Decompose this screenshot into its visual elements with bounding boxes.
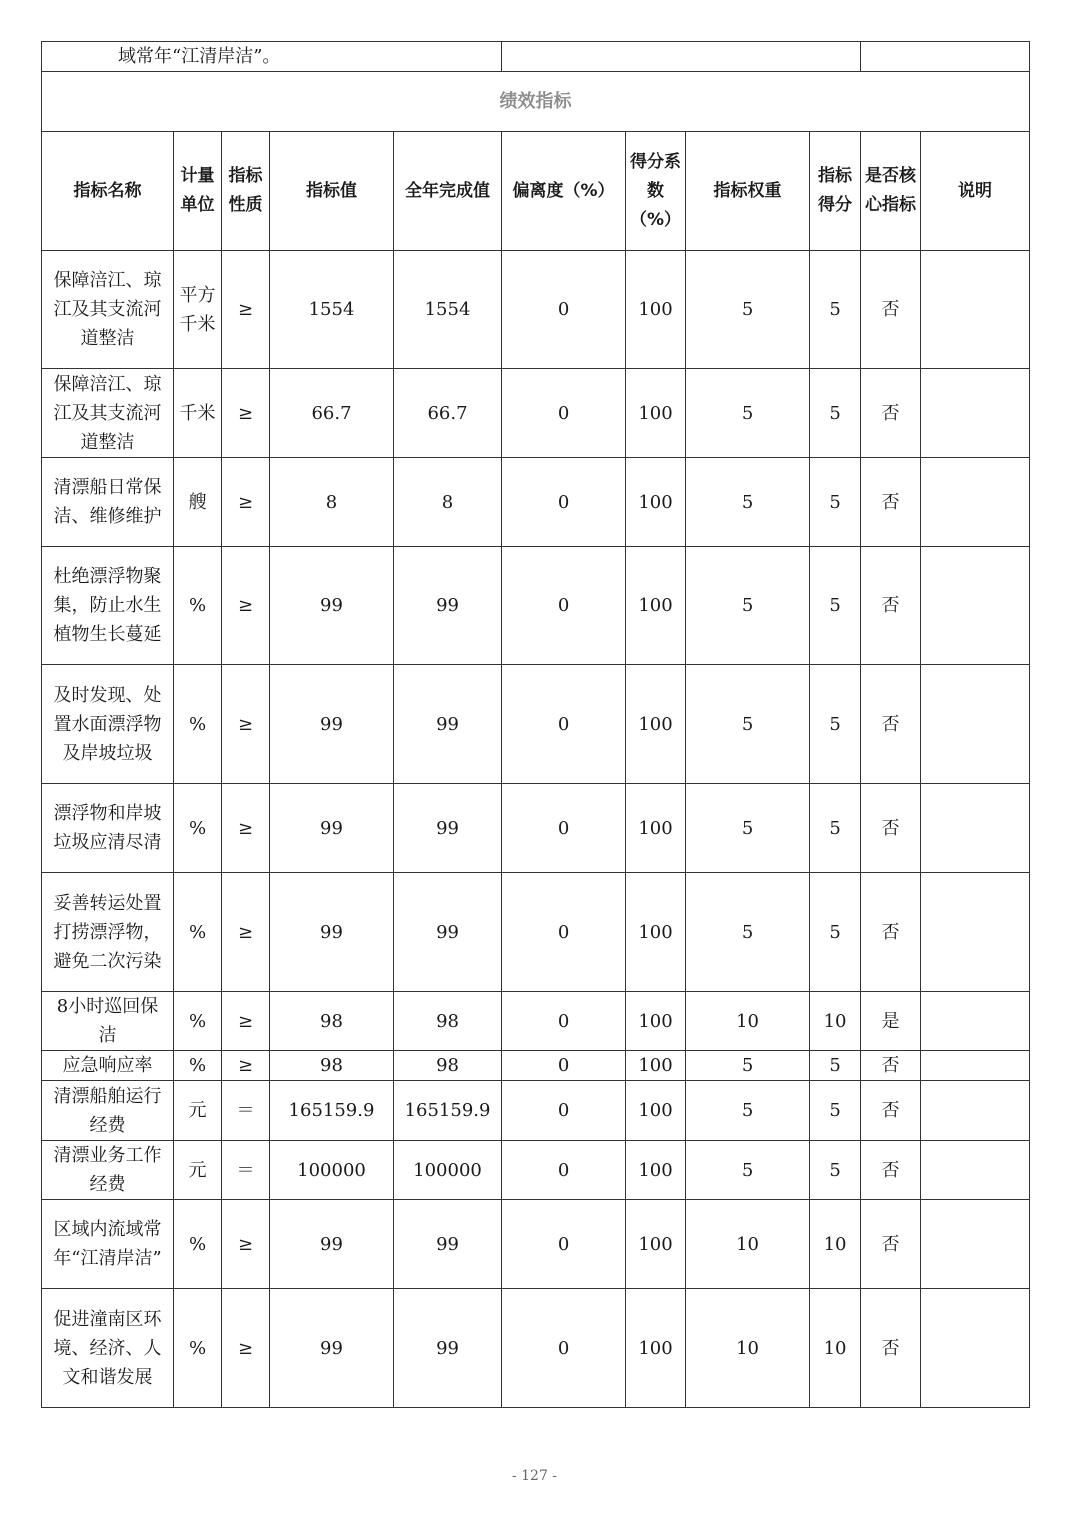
table-row xyxy=(42,1141,1030,1200)
weight-cell: 5 xyxy=(686,1051,810,1081)
score-cell: 5 xyxy=(810,665,861,784)
coefficient-cell: 100 xyxy=(626,992,686,1051)
indicator-name: 漂浮物和岸坡垃圾应清尽清 xyxy=(42,784,174,873)
value-cell: 1554 xyxy=(270,251,394,369)
actual-cell: 99 xyxy=(394,1200,502,1289)
coefficient-cell: 100 xyxy=(626,1081,686,1141)
deviation-cell: 0 xyxy=(502,458,626,547)
core-cell: 否 xyxy=(861,1200,921,1289)
coefficient-cell: 100 xyxy=(626,547,686,665)
indicator-name: 清漂船舶运行经费 xyxy=(42,1081,174,1141)
note-cell xyxy=(921,1289,1030,1408)
nature-cell: ＝ xyxy=(222,1081,270,1141)
deviation-cell: 0 xyxy=(502,1289,626,1408)
core-cell: 否 xyxy=(861,458,921,547)
weight-cell: 5 xyxy=(686,1141,810,1200)
nature-cell: ≥ xyxy=(222,369,270,458)
weight-cell: 10 xyxy=(686,992,810,1051)
core-cell: 否 xyxy=(861,369,921,458)
coefficient-cell: 100 xyxy=(626,251,686,369)
actual-cell: 99 xyxy=(394,784,502,873)
note-cell xyxy=(921,1081,1030,1141)
deviation-cell: 0 xyxy=(502,873,626,992)
indicator-name: 及时发现、处置水面漂浮物及岸坡垃圾 xyxy=(42,665,174,784)
unit-cell: % xyxy=(174,665,222,784)
deviation-cell: 0 xyxy=(502,547,626,665)
top-row-text: 域常年“江清岸洁”。 xyxy=(42,42,502,72)
page-number: - 127 - xyxy=(511,1468,558,1484)
unit-cell: 元 xyxy=(174,1141,222,1200)
score-cell: 5 xyxy=(810,1141,861,1200)
top-row-empty-cell xyxy=(502,42,861,72)
note-cell xyxy=(921,547,1030,665)
value-cell: 100000 xyxy=(270,1141,394,1200)
indicator-name: 8小时巡回保洁 xyxy=(42,992,174,1051)
header-coefficient: 得分系数（%） xyxy=(626,132,686,251)
deviation-cell: 0 xyxy=(502,369,626,458)
unit-cell: 千米 xyxy=(174,369,222,458)
actual-cell: 1554 xyxy=(394,251,502,369)
unit-cell: 元 xyxy=(174,1081,222,1141)
actual-cell: 99 xyxy=(394,547,502,665)
score-cell: 5 xyxy=(810,547,861,665)
indicator-name: 区域内流域常年“江清岸洁” xyxy=(42,1200,174,1289)
value-cell: 8 xyxy=(270,458,394,547)
core-cell: 否 xyxy=(861,873,921,992)
weight-cell: 5 xyxy=(686,369,810,458)
value-cell: 99 xyxy=(270,784,394,873)
score-cell: 5 xyxy=(810,873,861,992)
actual-cell: 100000 xyxy=(394,1141,502,1200)
actual-cell: 66.7 xyxy=(394,369,502,458)
indicator-name: 清漂业务工作经费 xyxy=(42,1141,174,1200)
value-cell: 99 xyxy=(270,873,394,992)
deviation-cell: 0 xyxy=(502,1051,626,1081)
actual-cell: 98 xyxy=(394,1051,502,1081)
table-row xyxy=(42,251,1030,369)
header-score: 指标得分 xyxy=(810,132,861,251)
table-row xyxy=(42,1051,1030,1081)
deviation-cell: 0 xyxy=(502,992,626,1051)
nature-cell: ≥ xyxy=(222,547,270,665)
actual-cell: 99 xyxy=(394,873,502,992)
coefficient-cell: 100 xyxy=(626,1289,686,1408)
top-row xyxy=(42,42,1030,72)
note-cell xyxy=(921,1200,1030,1289)
deviation-cell: 0 xyxy=(502,1081,626,1141)
value-cell: 98 xyxy=(270,992,394,1051)
unit-cell: 平方千米 xyxy=(174,251,222,369)
value-cell: 165159.9 xyxy=(270,1081,394,1141)
note-cell xyxy=(921,458,1030,547)
score-cell: 5 xyxy=(810,458,861,547)
weight-cell: 5 xyxy=(686,1081,810,1141)
note-cell xyxy=(921,1141,1030,1200)
indicator-name: 妥善转运处置打捞漂浮物，避免二次污染 xyxy=(42,873,174,992)
table-row xyxy=(42,992,1030,1051)
indicator-name: 保障涪江、琼江及其支流河道整洁 xyxy=(42,369,174,458)
core-cell: 否 xyxy=(861,251,921,369)
header-deviation: 偏离度（%） xyxy=(502,132,626,251)
value-cell: 99 xyxy=(270,1289,394,1408)
header-row xyxy=(42,132,1030,251)
core-cell: 否 xyxy=(861,547,921,665)
top-row-empty-cell xyxy=(861,42,1030,72)
actual-cell: 98 xyxy=(394,992,502,1051)
score-cell: 5 xyxy=(810,1051,861,1081)
deviation-cell: 0 xyxy=(502,251,626,369)
unit-cell: % xyxy=(174,547,222,665)
header-nature: 指标性质 xyxy=(222,132,270,251)
nature-cell: ≥ xyxy=(222,784,270,873)
nature-cell: ＝ xyxy=(222,1141,270,1200)
indicator-name: 杜绝漂浮物聚集，防止水生植物生长蔓延 xyxy=(42,547,174,665)
actual-cell: 99 xyxy=(394,1289,502,1408)
core-cell: 否 xyxy=(861,1141,921,1200)
nature-cell: ≥ xyxy=(222,665,270,784)
deviation-cell: 0 xyxy=(502,1141,626,1200)
coefficient-cell: 100 xyxy=(626,1200,686,1289)
core-cell: 是 xyxy=(861,992,921,1051)
score-cell: 5 xyxy=(810,251,861,369)
header-name: 指标名称 xyxy=(42,132,174,251)
nature-cell: ≥ xyxy=(222,1289,270,1408)
weight-cell: 5 xyxy=(686,458,810,547)
table-row xyxy=(42,784,1030,873)
core-cell: 否 xyxy=(861,784,921,873)
coefficient-cell: 100 xyxy=(626,1141,686,1200)
unit-cell: % xyxy=(174,1051,222,1081)
weight-cell: 5 xyxy=(686,251,810,369)
table-row xyxy=(42,458,1030,547)
actual-cell: 165159.9 xyxy=(394,1081,502,1141)
nature-cell: ≥ xyxy=(222,251,270,369)
unit-cell: % xyxy=(174,784,222,873)
header-value: 指标值 xyxy=(270,132,394,251)
value-cell: 98 xyxy=(270,1051,394,1081)
score-cell: 5 xyxy=(810,784,861,873)
table-row xyxy=(42,665,1030,784)
deviation-cell: 0 xyxy=(502,665,626,784)
weight-cell: 5 xyxy=(686,547,810,665)
actual-cell: 99 xyxy=(394,665,502,784)
table-row xyxy=(42,1081,1030,1141)
score-cell: 10 xyxy=(810,1200,861,1289)
note-cell xyxy=(921,873,1030,992)
core-cell: 否 xyxy=(861,1081,921,1141)
unit-cell: 艘 xyxy=(174,458,222,547)
indicator-rows xyxy=(42,251,1030,1408)
section-title-row xyxy=(42,72,1030,132)
note-cell xyxy=(921,992,1030,1051)
table-row xyxy=(42,547,1030,665)
note-cell xyxy=(921,665,1030,784)
header-weight: 指标权重 xyxy=(686,132,810,251)
score-cell: 5 xyxy=(810,1081,861,1141)
unit-cell: % xyxy=(174,1200,222,1289)
core-cell: 否 xyxy=(861,665,921,784)
performance-table xyxy=(41,41,1030,1408)
table-row xyxy=(42,873,1030,992)
header-actual: 全年完成值 xyxy=(394,132,502,251)
header-note: 说明 xyxy=(921,132,1030,251)
core-cell: 否 xyxy=(861,1289,921,1408)
table-row xyxy=(42,369,1030,458)
weight-cell: 5 xyxy=(686,873,810,992)
coefficient-cell: 100 xyxy=(626,665,686,784)
indicator-name: 应急响应率 xyxy=(42,1051,174,1081)
unit-cell: % xyxy=(174,992,222,1051)
nature-cell: ≥ xyxy=(222,1200,270,1289)
weight-cell: 5 xyxy=(686,665,810,784)
weight-cell: 10 xyxy=(686,1289,810,1408)
score-cell: 10 xyxy=(810,992,861,1051)
value-cell: 99 xyxy=(270,1200,394,1289)
deviation-cell: 0 xyxy=(502,1200,626,1289)
core-cell: 否 xyxy=(861,1051,921,1081)
score-cell: 5 xyxy=(810,369,861,458)
indicator-name: 清漂船日常保洁、维修维护 xyxy=(42,458,174,547)
note-cell xyxy=(921,251,1030,369)
deviation-cell: 0 xyxy=(502,784,626,873)
actual-cell: 8 xyxy=(394,458,502,547)
unit-cell: % xyxy=(174,873,222,992)
indicator-name: 保障涪江、琼江及其支流河道整洁 xyxy=(42,251,174,369)
nature-cell: ≥ xyxy=(222,458,270,547)
coefficient-cell: 100 xyxy=(626,784,686,873)
nature-cell: ≥ xyxy=(222,873,270,992)
weight-cell: 5 xyxy=(686,784,810,873)
indicator-name: 促进潼南区环境、经济、人文和谐发展 xyxy=(42,1289,174,1408)
nature-cell: ≥ xyxy=(222,1051,270,1081)
section-title: 绩效指标 xyxy=(42,72,1030,132)
coefficient-cell: 100 xyxy=(626,873,686,992)
note-cell xyxy=(921,369,1030,458)
header-core: 是否核心指标 xyxy=(861,132,921,251)
note-cell xyxy=(921,1051,1030,1081)
nature-cell: ≥ xyxy=(222,992,270,1051)
note-cell xyxy=(921,784,1030,873)
value-cell: 99 xyxy=(270,547,394,665)
coefficient-cell: 100 xyxy=(626,1051,686,1081)
weight-cell: 10 xyxy=(686,1200,810,1289)
value-cell: 66.7 xyxy=(270,369,394,458)
coefficient-cell: 100 xyxy=(626,369,686,458)
value-cell: 99 xyxy=(270,665,394,784)
table-row xyxy=(42,1289,1030,1408)
coefficient-cell: 100 xyxy=(626,458,686,547)
score-cell: 10 xyxy=(810,1289,861,1408)
table-row xyxy=(42,1200,1030,1289)
unit-cell: % xyxy=(174,1289,222,1408)
header-unit: 计量单位 xyxy=(174,132,222,251)
